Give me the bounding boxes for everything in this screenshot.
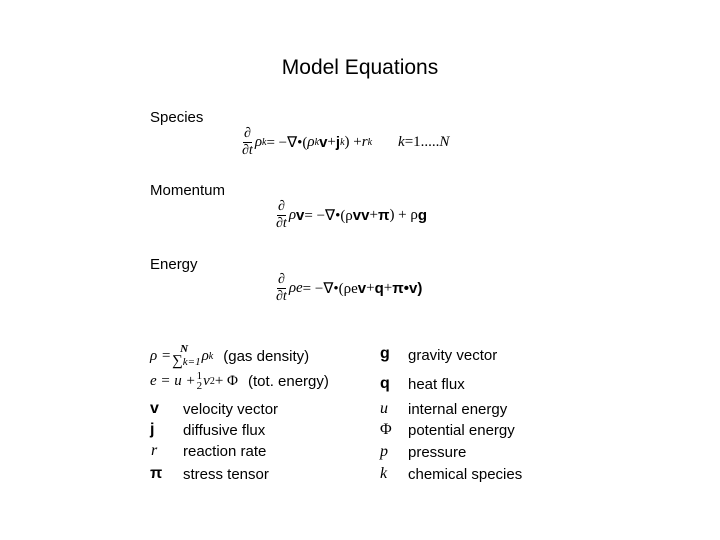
momentum-equation: $\frac{\partial}{\partial t}$ ρ v = −∇•(ρ vv + π ) + ρ g bbox=[276, 199, 428, 231]
section-energy: Energy bbox=[150, 256, 198, 273]
section-momentum: Momentum bbox=[150, 182, 226, 199]
species-equation: $\frac{\partial}{\partial t}$ ρ k = −∇•( ρ k v + j k ) + r k k =1..... N bbox=[242, 126, 450, 158]
legend-rho-definition: ρ = N ∑ k=1 ρ k (gas density) bbox=[150, 343, 310, 369]
energy-equation: $\frac{\partial}{\partial t}$ ρe = −∇•(ρe v + q + π • v ) bbox=[276, 272, 423, 304]
partial-derivative: $\frac{\partial}{\partial t}$ bbox=[276, 199, 287, 231]
page-title: Model Equations bbox=[281, 56, 439, 79]
legend-energy-definition: e = u + 1 2 v 2 + Φ (tot. energy) bbox=[150, 370, 329, 392]
half-fraction: 1 2 bbox=[196, 370, 203, 392]
partial-derivative: $\frac{\partial}{\partial t}$ bbox=[276, 272, 287, 304]
section-species: Species bbox=[150, 109, 204, 126]
sum-operator: N ∑ k=1 bbox=[172, 343, 201, 369]
partial-derivative: $\frac{\partial}{\partial t}$ bbox=[242, 126, 253, 158]
